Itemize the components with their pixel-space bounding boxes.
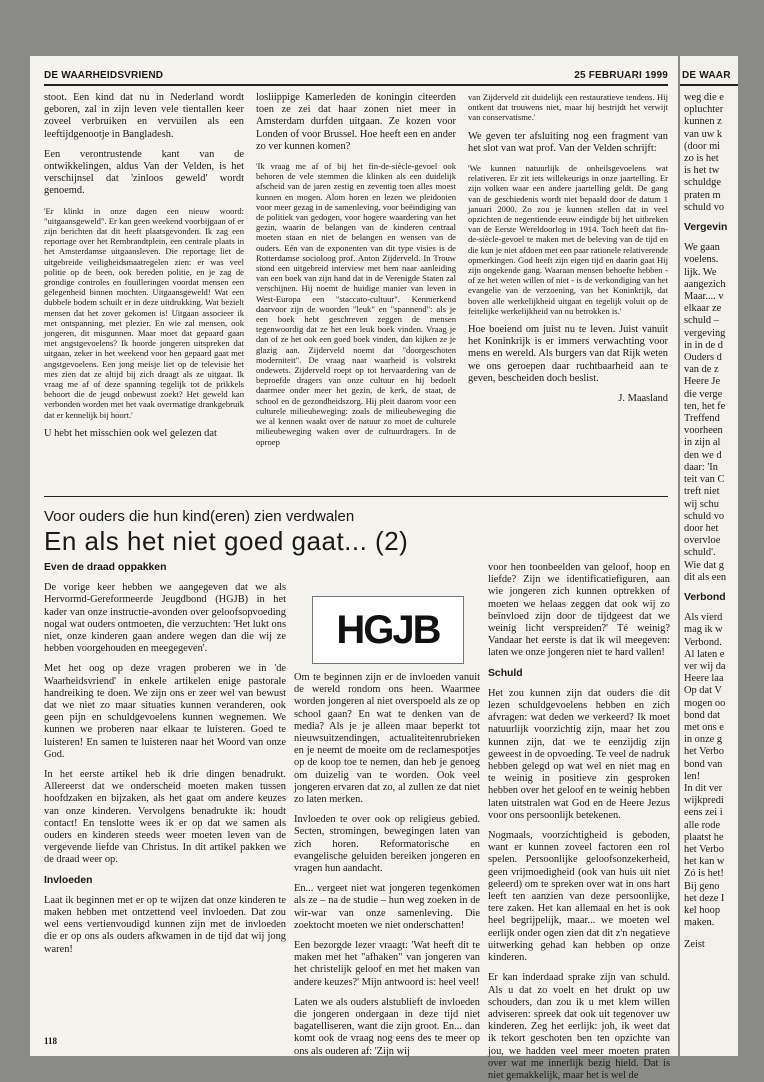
article-column-2 (294, 672, 480, 1057)
next-page-line: in zijn al (684, 437, 721, 449)
next-page-line: van de z (684, 364, 719, 376)
next-page-line: die verge (684, 388, 723, 400)
next-page-line: het Verbo (684, 843, 724, 855)
magazine-page (30, 56, 678, 1081)
next-page-line: is het tw (684, 165, 720, 177)
quote-block: 'Er klinkt in onze dagen een nieuw woord: "uitgaansgeweld". Er kan geen weekend voorbijgaan of er zijn berichten dat dit heeft plaatsgevonden. Ik zag een reportage over het Rembrandtplein, een centrale plaats in het Amsterdamse uitgaansleven. Die reportage liet de uitgebreide veiligheidsmaatregelen zien: er was veel politie op de been, ook bereden politie, en je zag de grondige controles en fouilleringen voordat mensen een gelegenheid binnen mochten. Uitgaansgeweld! Wat een dubbele bodem schuilt er in deze uitdrukking. Wat bezielt mensen dat het zover gekomen is! Uitgaan associeer ik met ontspanning, met plezier. En wie zal mensen, ook jongeren, dit misgunnen. Maar moet dat gepaard gaan met angstgevoelens? Ik hoorde jongeren uitspreken dat uitgaan, zeker in het weekend voor hen gepaard gaat met angstgevoelens. Een jong meisje liet op de televisie het mes zien dat ze altijd bij zich draagt als ze uitgaat. Ik vraag me af of deze spanning tegelijk tot de prikkels behoort die de jeugd onbewust zoekt? Het geweld kan verbonden worden met het vaak overmatige drankgebruik dat er kennelijk bij hoort.' (44, 205, 244, 420)
next-page-line: plaatst he (684, 831, 724, 843)
next-page-line: Treffend (684, 413, 720, 425)
next-page-header: DE WAAR (682, 70, 731, 81)
next-page-line: Op dat V (684, 685, 722, 697)
paragraph: Laten we als ouders alstublieft de invloeden die jongeren ondergaan in deze tijd niet bagatelliseren, want die zijn groot. En... dan komt ook de vraag nog eens des te meer op ons als ouderen af: 'Zijn wij (294, 996, 480, 1057)
paragraph: Invloeden te over ook op religieus gebied. Secten, stromingen, bewegingen laten van zich horen. Reformatorische en evangelische geluiden bereiken jongeren en vragen hun aandacht. (294, 814, 480, 875)
next-page-rule (680, 84, 738, 86)
next-page-line: Zó is het! (684, 868, 724, 880)
next-page-line: We gaan (684, 242, 720, 254)
subheading: Vergevin (684, 222, 728, 234)
next-page-line: den we d (684, 449, 722, 461)
next-page-line: weg die e (684, 92, 724, 103)
next-page-line: voelens. (684, 254, 719, 266)
page-number: 118 (44, 1036, 58, 1046)
quote-block: 'Ik vraag me af of bij het fin-de-siècle-gevoel ook behoren de vele stemmen die klinken als een duidelijk afscheid van de jaren zestig en zeventig toen alles moest kunnen en mogen. Alom horen en lezen we pleidooien voor meer gezag in de samenleving, voor beëindiging van de politiek van gedogen, voor hogere waardering van het gezin, waarin de belangen van de kinderen centraal moeten staan en niet de belangen en wensen van de ouders. Eén van de exponenten van dit type visies is de Rotterdamse socioloog prof. Anton Zijderveld. In Trouw stond een uitgebreid interview met hem naar aanleiding van een boek van zijn hand dat in de Verenigde Staten zal verschijnen. Hij noemt de huidige manier van leven in West-Europa een "staccato-cultuur". Kenmerkend daarvoor zijn de woorden "leuk" en "spannend": als je een boek hebt geschreven zeggen de mensen tegenwoordig dat ze het een leuk boek vinden. Vraag je dan of ze het ook een goed boek vinden, dan kijken ze je glazig aan. Zijderveld noemt dat "doorgeschoten moderniteit". De vraag naar waarheid is volstrekt ondewets. Zijderveld roept op tot hervaardering van de beproefde dragers van onze cultuur en hij bedoelt daarmee onder meer het gezin, de kerk, de staat, de school en de gezondheidszorg. Hij pleit daarom voor een culturele milieubeweging: zoals de milieubeweging die we al kennen waakt over de natuur zo moet de culturele milieubeweging waken over de cultuurdragers. In de oproep (256, 161, 456, 447)
next-page-line: vergeving (684, 327, 726, 339)
next-page-line: met ons e (684, 721, 724, 733)
next-page-line: in in de d (684, 339, 723, 351)
next-page-line: schuld vo (684, 510, 725, 522)
next-page-line: opluchter (684, 104, 724, 116)
next-page-line: mag ik w (684, 624, 723, 636)
next-page-line: len! (684, 770, 701, 782)
article-column-3 (488, 562, 671, 1081)
paragraph: Laat ik beginnen met er op te wijzen dat onze kinderen te maken hebben met ontzettend veel invloeden. Dat zou wel eens vertienvoudigd kunnen zijn met de invloeden die er op ons als ouders afkwamen in de tijd dat wij jong waren! (44, 894, 286, 955)
next-page-line: treft niet (684, 486, 720, 498)
paragraph: Een bezorgde lezer vraagt: 'Wat heeft dit te maken met het "afhaken" van jongeren van het christelijk geloof en met het maken van andere keuzes?' Mijn antwoord is: heel veel! (294, 940, 480, 988)
paragraph: Een verontrustende kant van de ontwikkelingen, aldus Van der Velden, is het verschijnsel dat 'zinloos geweld' wordt genoemd. (44, 148, 244, 197)
section-rule (44, 496, 668, 497)
hgjb-logo: HGJB (312, 596, 464, 664)
next-page-line: dit als een (684, 571, 727, 583)
next-page-line: maken. (684, 917, 715, 929)
top-article-column-3 (468, 92, 668, 482)
next-page-line: Heere Je (684, 376, 721, 388)
next-page-line: schuld'. (684, 547, 716, 559)
next-page-line: In dit ver (684, 782, 723, 794)
paragraph: En... vergeet niet wat jongeren tegenkomen als ze – na de studie – hun weg zoeken in de wir-war van onze samenleving. Die zoektocht moeten we niet onderschatten! (294, 883, 480, 931)
top-article-column-1 (44, 92, 244, 482)
subheading: Invloeden (44, 874, 93, 886)
article-title: En als het niet goed gaat... (2) (44, 526, 409, 556)
paragraph: Nogmaals, voorzichtigheid is geboden, want er kunnen zoveel factoren een rol spelen. Persoonlijke geloofsonzekerheid, geen vrijmoedigheid (ook van huis uit niet geleerd) om te spreken over wat in ons hart leeft ten aanzien van deze persoonlijke, tere zaken. Het kan allemaal en het is ook heel begrijpelijk, maar... we moeten wel eerlijk onder ogen zien dat dit z'n negatieve uitwerking gehad kan hebben op onze kinderen. (488, 830, 670, 964)
paragraph: We geven ter afsluiting nog een fragment van het slot van wat prof. Van der Velden schrijft: (468, 130, 668, 154)
next-page-column (684, 92, 764, 1032)
next-page-line: schuld – (684, 315, 719, 327)
quote-block: van Zijderveld zit duidelijk een restauratieve tendens. Hij ontkent dat trouwens niet, maar hij bestrijdt het verwijt van conservatisme.' (468, 92, 668, 123)
paragraph: losliippige Kamerleden de koningin citeerden toen ze zei dat haar zonen niet meer in Amsterdam durfden uitgaan. Ze kozen voor Londen of voor Brussel. Hoe heeft een en ander zo ver kunnen komen? (256, 92, 456, 152)
next-page-line: schuldge (684, 177, 721, 189)
next-page-line: Maar.... v (684, 291, 724, 303)
next-page-line: Al laten e (684, 648, 725, 660)
next-page-line: lijk. We (684, 266, 717, 278)
next-page-lines (684, 92, 764, 214)
next-page-line: overvloe (684, 535, 721, 547)
sign-place: Zeist (684, 939, 705, 951)
quote-block: 'We kunnen natuurlijk de onheilsgevoelens wat relativeren. Er zit iets willekeurigs in onze jaartelling. Er zijn volken waar een andere jaartelling geldt. De gang van de geschiedenis wordt niet bepaald door de datum 1 januari 2000. Zo zou je kunnen stellen dat in veel opzichten de negentiende eeuw eindigde bij het uitbreken van de Eerste Wereldoorlog in 1914. Toch heeft dat fin-de-siècle-gevoel te maken met de beleving van de tijd en die kun je niet afdoen met een paar rationele relativerende opmerkingen. God heeft zijn eigen tijd en daarin gaat Hij zijn ongekende gang. Waaraan mensen behoefte hebben - of ze het weten willen of niet - is de verkondiging van het evangelie van de verzoening, van het Koninkrijk, dat boven alle werkelijkheid uitgaat en tegelijk voluit op de feitelijke werkelijkheid van nu betrokken is.' (468, 163, 668, 316)
next-page-line: mogen oo (684, 697, 726, 709)
next-page-lines (684, 612, 764, 929)
next-page-line: elkaar ze (684, 303, 722, 315)
next-page-line: bond dat (684, 709, 721, 721)
issue-date: 25 FEBRUARI 1999 (574, 70, 668, 81)
next-page-line: Heere laa (684, 673, 724, 685)
next-page-line: Wie dat g (684, 559, 724, 571)
next-page-line: ten, het fe (684, 400, 726, 412)
next-page-line: kel hoop (684, 905, 721, 916)
paragraph: U hebt het misschien ook wel gelezen dat (44, 427, 217, 439)
paragraph: De vorige keer hebben we aangegeven dat we als Hervormd-Gereformeerde Jeugdbond (HGJB) in het kader van onze instructie-avonden over geloofsopvoeding nogal wat ouders ontmoeten, die verzuchten: 'Het lukt ons niet, onze kinderen gaan andere wegen dan die wij ze hebben voorgehouden en meegegeven'. (44, 582, 286, 655)
next-page-line: in onze g (684, 734, 723, 746)
next-page-line: het deze I (684, 892, 725, 904)
subheading: Verbond (684, 591, 726, 603)
next-page-line: Ouders d (684, 352, 722, 364)
next-page-line: (door mi (684, 140, 721, 152)
next-page-line: het Verbo (684, 746, 724, 758)
paragraph: In het eerste artikel heb ik drie dingen benadrukt. Allereerst dat we onderscheid moeten maken tussen hoofdzaken en bijzaken, als het gaat om andere keuzes van onze kinderen. Vervolgens benadrukte ik: houdt contact! En tenslotte wees ik er op dat we samen als ouders en kinderen steeds weer moeten leven van de vergevende liefde van Christus. In dit artikel pakken we de draad weer op. (44, 769, 286, 866)
paragraph: Om te beginnen zijn er de invloeden vanuit de wereld rondom ons heen. Waarmee worden jongeren al niet overspoeld als ze op school gaan? En wat te denken van de media? Als je je alleen maar beperkt tot nieuwsuitzendingen, actualiteitenrubrieken en je neemt de moeite om de reclamespotjes op de koop toe te nemen, dan heb je genoeg om duizelig van te worden. Ook veel jongeren ervaren dat zo, al zullen ze dat niet zo laten merken. (294, 672, 480, 806)
next-page-line: Bij geno (684, 880, 720, 892)
paragraph: Er kan inderdaad sprake zijn van schuld. Als u dat zo voelt en het drukt op uw schouders, dan zou ik u met klem willen adviseren: spreek dat ook uit tegenover uw kinderen. Zeg het eerlijk: joh, ik weet dat ik tekort geschoten ben ten opzichte van jou, we hadden veel meer moeten praten over wat me innerlijk bezig hield. Dat is niet gemakkelijk, maar het is wel de (488, 972, 670, 1081)
next-page-line: aangezich (684, 278, 726, 290)
paragraph: stoot. Een kind dat nu in Nederland wordt geboren, zal in zijn leven vele tientallen keer zoveel verbruiken en vervuilen als een leeftijdgenootje in Bangladesh. (44, 92, 244, 140)
next-page-line: eens zei i (684, 807, 723, 819)
next-page-line: wijkpredi (684, 795, 724, 807)
next-page-lines (684, 242, 764, 584)
next-page-line: teit van C (684, 474, 725, 486)
next-page-line: het kan w (684, 856, 725, 868)
next-page-line: praten m (684, 189, 721, 201)
next-page-line: kunnen z (684, 116, 722, 128)
top-article-column-2 (256, 92, 456, 482)
next-page-edge (680, 56, 738, 1056)
header-rule (44, 84, 668, 86)
next-page-line: Als vierd (684, 612, 723, 624)
next-page-line: door het (684, 522, 719, 534)
subheading: Even de draad oppakken (44, 562, 167, 573)
next-page-line: van uw k (684, 128, 723, 140)
next-page-line: bond van (684, 758, 723, 770)
article-column-1 (44, 562, 286, 1032)
paragraph: Het zou kunnen zijn dat ouders die dit lezen schuldgevoelens hebben en zich afvragen: wat deden we verkeerd? Ik moet natuurlijk voorzichtig zijn, maar het zou kunnen zijn, dat we te eenzijdig zijn geweest in de opvoeding. Te veel de nadruk hebben gelegd op wat wel en niet mag en te weinig in positieve zin gesproken hebben over het geloof en te weinig hebben laten uitstralen wat God en de Heere Jezus voor ons persoonlijk betekenen. (488, 687, 671, 821)
author-signature: J. Maasland (618, 393, 668, 405)
next-page-line: wij schu (684, 498, 719, 510)
next-page-line: alle rode (684, 819, 721, 831)
paragraph: Met het oog op deze vragen proberen we in 'de Waarheidsvriend' in enkele artikelen enige pastorale handreiking te doen. We zijn ons er zeer wel van bewust dat we niet zo maar situaties kunnen veranderen, ook geen pijn en schuldgevoelens kunnen wegnemen. We kunnen we proberen naar elkaar te luisteren. Goed te luisteren! En samen te luisteren naar het Woord van onze God. (44, 663, 286, 760)
next-page-line: ver wij da (684, 660, 726, 672)
paragraph: Hoe boeiend om juist nu te leven. Juist vanuit het Koninkrijk is er immers verwachting voor mens en wereld. Als burgers van dat Rijk weten we ons geroepen daar ruchtbaarheid aan te geven, bescheiden doch beslist. (468, 324, 668, 384)
next-page-line: daar: 'In (684, 461, 718, 473)
paragraph: voor hen toonbeelden van geloof, hoop en liefde? Zijn we identificatiefiguren, aan wie jongeren zich kunnen optrekken of moeten we helaas zeggen dat ook wij zo beïnvloed zijn door de tijdgeest dat we weinig licht verspreiden?' Té weinig? Vandaar het eerste is dat ik wil meegeven: laten we onze jongeren niet te hard vallen! (488, 562, 670, 659)
subheading: Schuld (488, 667, 523, 679)
next-page-line: zo is het (684, 153, 719, 165)
next-page-line: voorheen (684, 425, 723, 437)
next-page-line: schuld vo (684, 201, 725, 213)
article-kicker: Voor ouders die hun kind(eren) zien verdwalen (44, 508, 355, 525)
publication-header: DE WAARHEIDSVRIEND (44, 70, 164, 81)
next-page-line: Verbond. (684, 636, 722, 648)
